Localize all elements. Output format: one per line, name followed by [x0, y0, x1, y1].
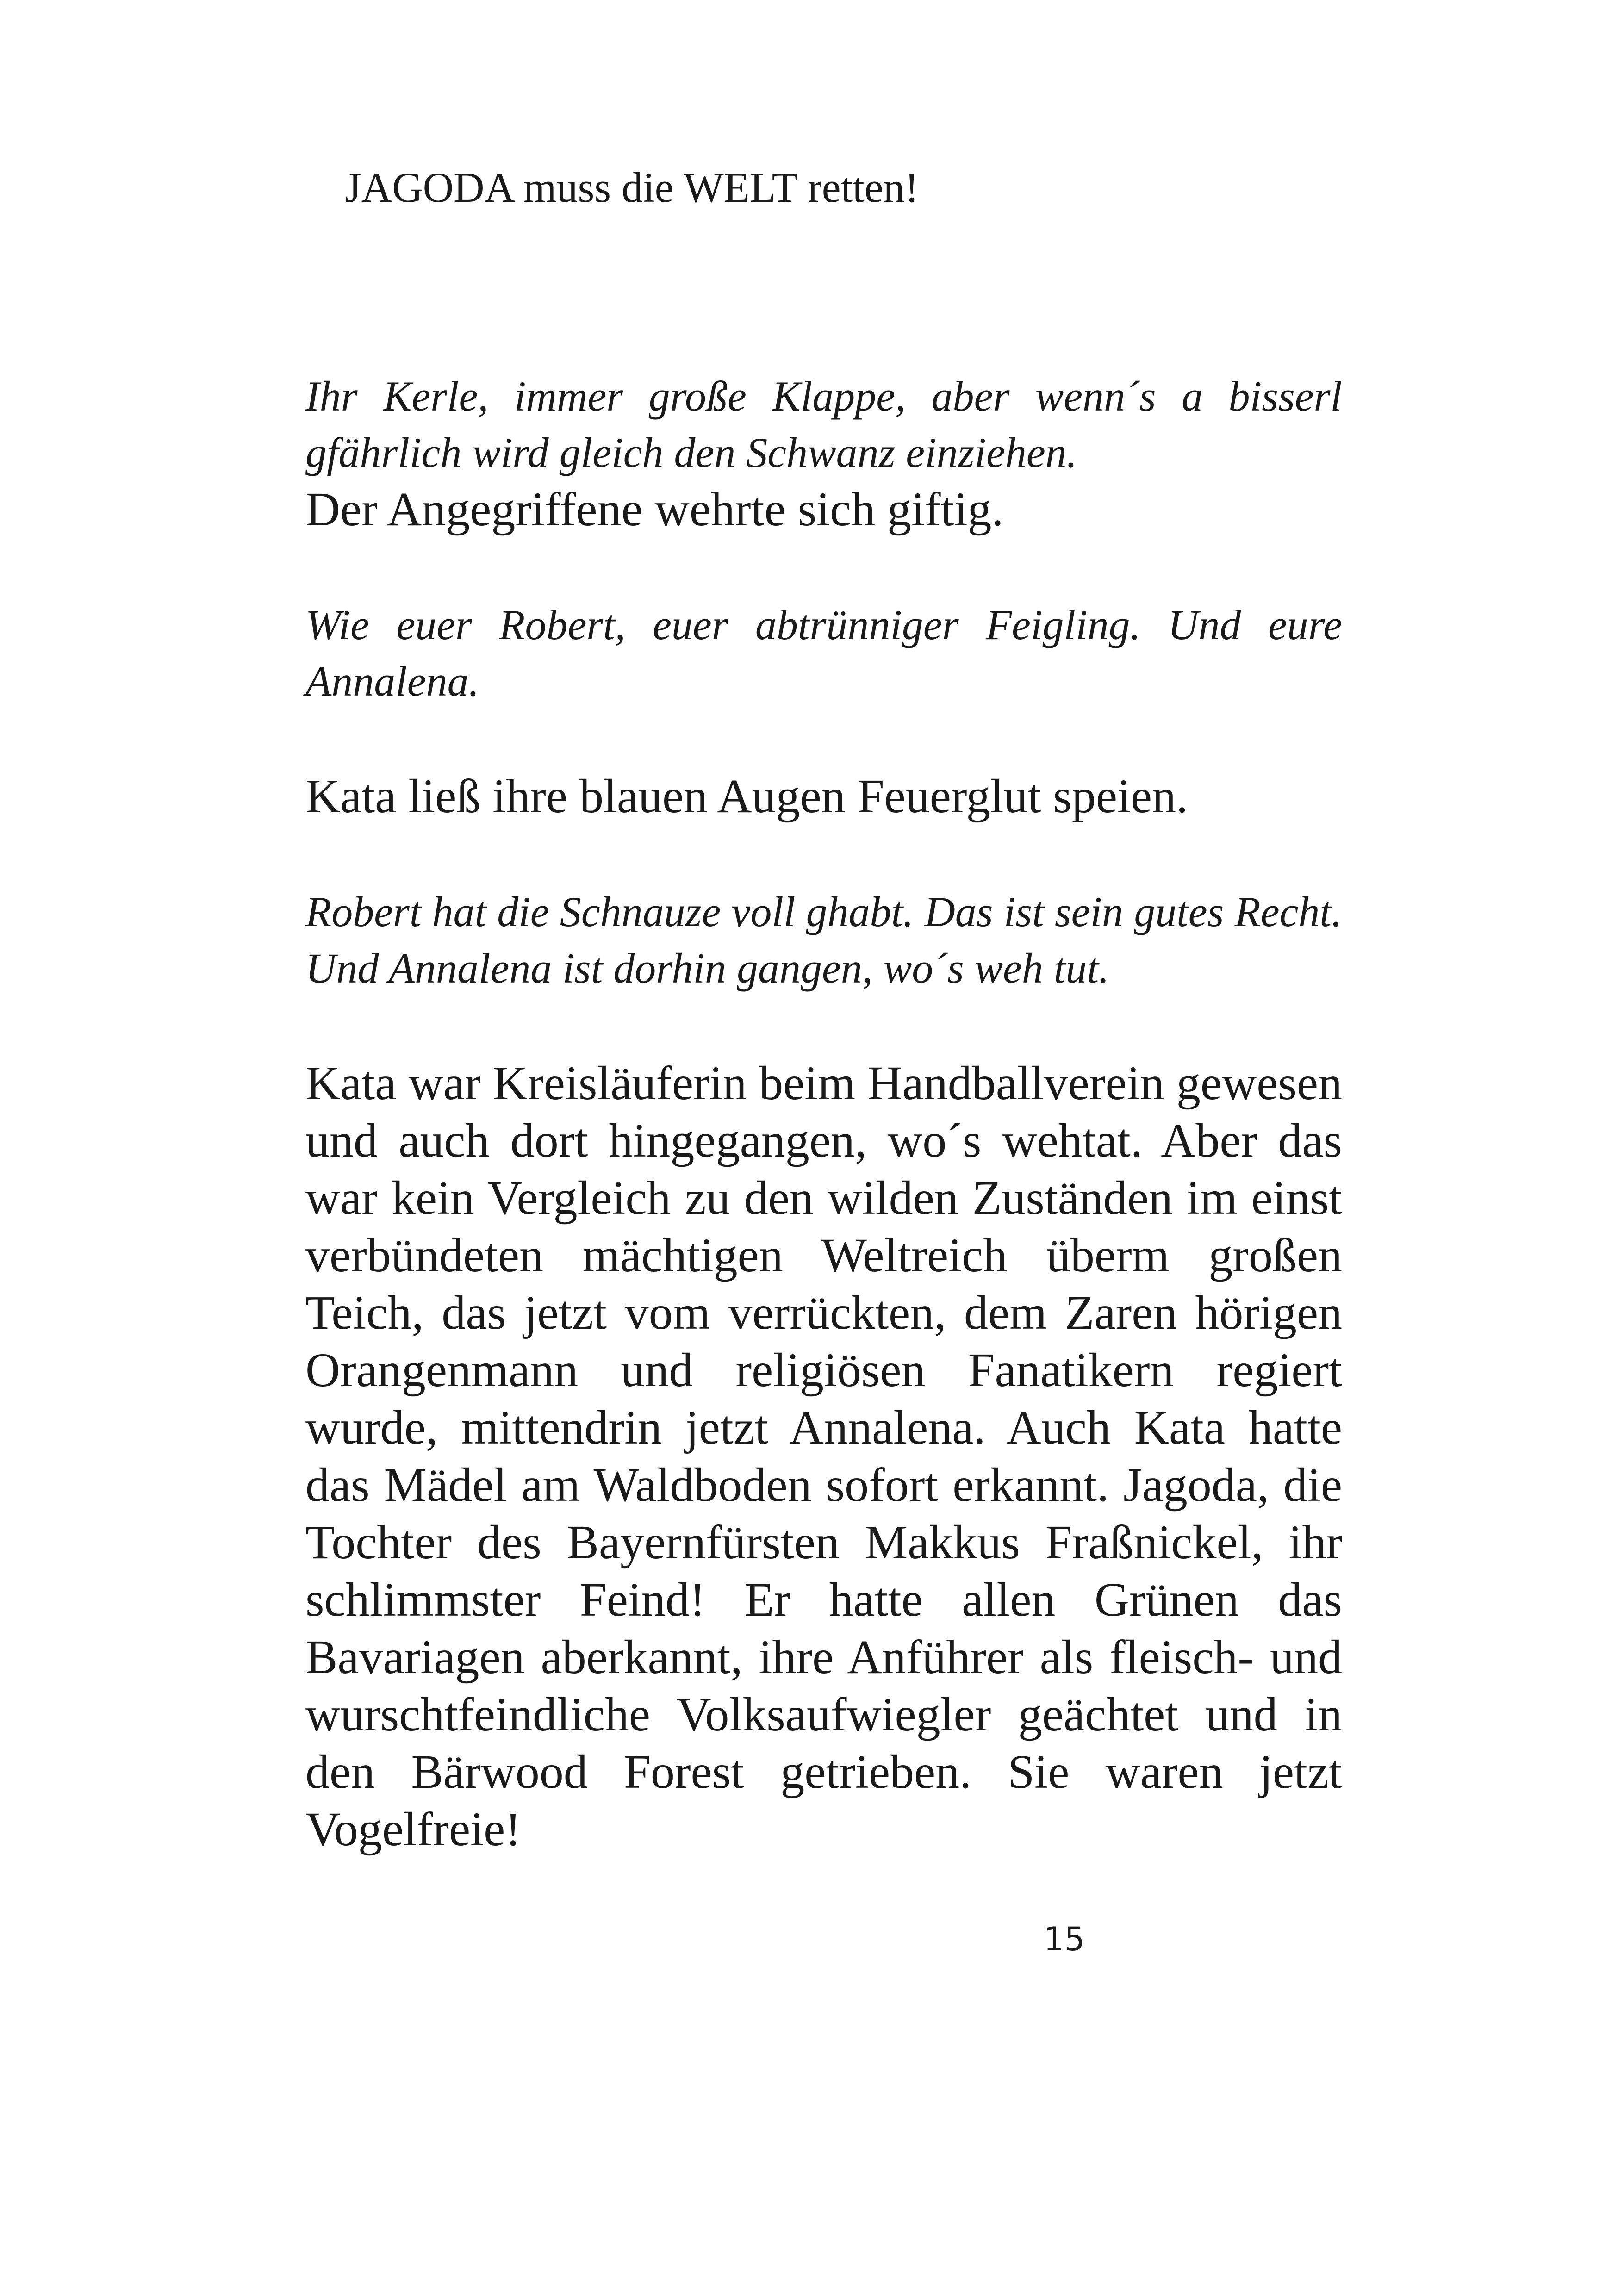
dialogue-paragraph-2: Wie euer Robert, euer abtrünniger Feigling. Und eure Annalena. [305, 601, 1342, 705]
narration-paragraph-1: Der Angegriffene wehrte sich giftig. [305, 483, 1004, 536]
body-text [305, 368, 1342, 1858]
dialogue-paragraph-3: Robert hat die Schnauze voll ghabt. Das ist sein gutes Recht. Und Annalena ist dorhin gangen, wo´s weh tut. [305, 888, 1342, 992]
narration-paragraph-2: Kata ließ ihre blauen Augen Feuerglut speien. [305, 770, 1189, 823]
narration-paragraph-3: Kata war Kreisläuferin beim Handballverein gewesen und auch dort hingegangen, wo´s wehtat. Aber das war kein Vergleich zu den wilden Zuständen im einst verbündeten mächtigen Weltreich überm großen Teich, das jetzt vom verrückten, dem Zaren hörigen Orangenmann und religiösen Fanatikern regiert wurde, mittendrin jetzt Annalena. Auch Kata hatte das Mädel am Waldboden sofort erkannt. Jagoda, die Tochter des Bayernfürsten Makkus Fraßnickel, ihr schlimmster Feind! Er hatte allen Grünen das Bavariagen aberkannt, ihre Anführer als fleisch- und wurschtfeindliche Volksaufwiegler geächtet und in den Bärwood Forest getrieben. Sie waren jetzt Vogelfreie! [305, 1057, 1342, 1856]
running-header-title: JAGODA muss die WELT retten! [345, 164, 919, 211]
page-number: 15 [1044, 1920, 1085, 1958]
dialogue-paragraph-1: Ihr Kerle, immer große Klappe, aber wenn´s a bisserl gfährlich wird gleich den Schwanz einziehen. [305, 373, 1342, 476]
